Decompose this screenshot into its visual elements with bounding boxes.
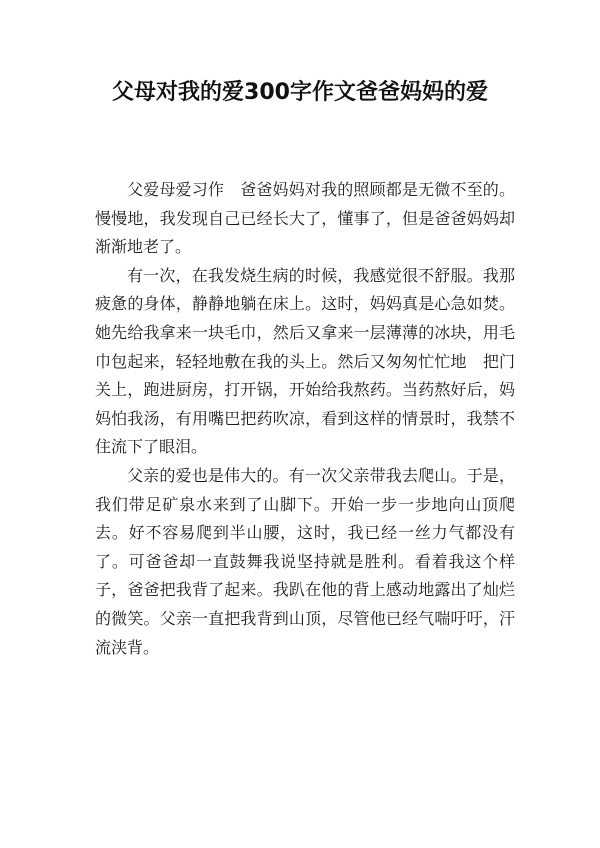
paragraph-father: 父亲的爱也是伟大的。有一次父亲带我去爬山。于是，我们带足矿泉水来到了山脚下。开始一步一步地向山顶爬去。好不容易爬到半山腰，这时，我已经一丝力气都没有了。可爸爸却一直鼓舞我说坚持就是胜利。看着我这个样子，爸爸把我背了起来。我趴在他的背上感动地露出了灿烂的微笑。父亲一直把我背到山顶，尽管他已经气喘吁吁，汗流浃背。: [95, 465, 515, 657]
paragraph-mother: 有一次，在我发烧生病的时候，我感觉很不舒服。我那疲惫的身体，静静地躺在床上。这时，妈妈真是心急如焚。她先给我拿来一块毛巾，然后又拿来一层薄薄的冰块，用毛巾包起来，轻轻地敷在我的头上。然后又匆匆忙忙地 把门关上，跑进厨房，打开锅，开始给我熬药。当药熬好后，妈妈怕我汤，有用嘴巴把药吹凉，看到这样的情景时，我禁不住流下了眼泪。: [95, 265, 515, 457]
document-body: [95, 176, 515, 662]
paragraph-intro: 父爱母爱习作 爸爸妈妈对我的照顾都是无微不至的。慢慢地，我发现自己已经长大了，懂事了，但是爸爸妈妈却渐渐地老了。: [95, 180, 515, 257]
document-title: 父母对我的爱300字作文爸爸妈妈的爱: [112, 80, 488, 105]
